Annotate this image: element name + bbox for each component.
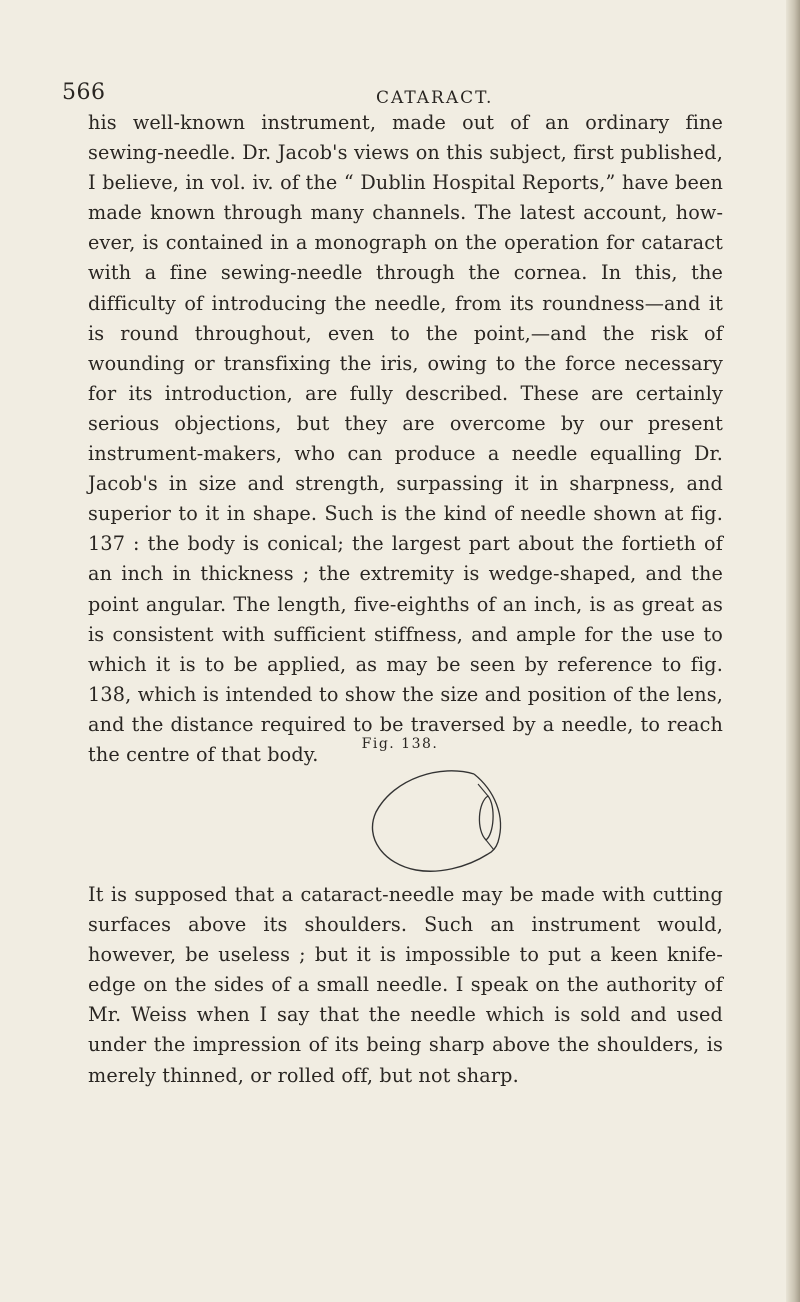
running-head: CATARACT.: [376, 88, 494, 108]
body-paragraph-1: his well-known instrument, made out of an ordinary fine sewing-needle. Dr. Jacob's views on this subject, first published, I believe, in vol. iv. of the “ Dublin Hospital Reports,” have been made known through many channels. The latest account, however, is contained in a monograph on the operation for cataract with a fine sewing-needle through the cornea. In this, the difficulty of introducing the needle, from its roundness—and it is round throughout, even to the point,—and the risk of wounding or transfixing the iris, owing to the force necessary for its introduction, are fully described. These are certainly serious objections, but they are overcome by our present instrument-makers, who can produce a needle equalling Dr. Jacob's in size and strength, surpassing it in sharpness, and superior to it in shape. Such is the kind of needle shown at fig. 137 : the body is conical; the largest part about the fortieth of an inch in thickness ; the extremity is wedge-shaped, and the point angular. The length, five-eighths of an inch, is as great as is consistent with sufficient stiffness, and ample for the use to which it is to be applied, as may be seen by reference to fig. 138, which is intended to show the size and position of the lens, and the distance required to be traversed by a needle, to reach the centre of that body.: [88, 111, 723, 766]
lens-shape: [479, 796, 493, 840]
figure-caption: Fig. 138.: [361, 736, 439, 752]
page-number: 566: [62, 80, 106, 105]
iris-line-lower: [486, 840, 494, 850]
eye-diagram-svg: [366, 768, 526, 874]
figure-138-eye-diagram: [366, 768, 526, 874]
eyeball-outline: [372, 771, 488, 871]
body-paragraph-2: It is supposed that a cataract-needle may be made with cutting surfaces above its shoulders. Such an instrument would, however, be useless ; but it is impossible to put a keen knife-edge on the sides of a small needle. I speak on the authority of Mr. Weiss when I say that the needle which is sold and used under the impression of its being sharp above the shoulders, is merely thinned, or rolled off, but not sharp.: [88, 883, 723, 1087]
page-edge-shadow: [786, 0, 800, 1302]
